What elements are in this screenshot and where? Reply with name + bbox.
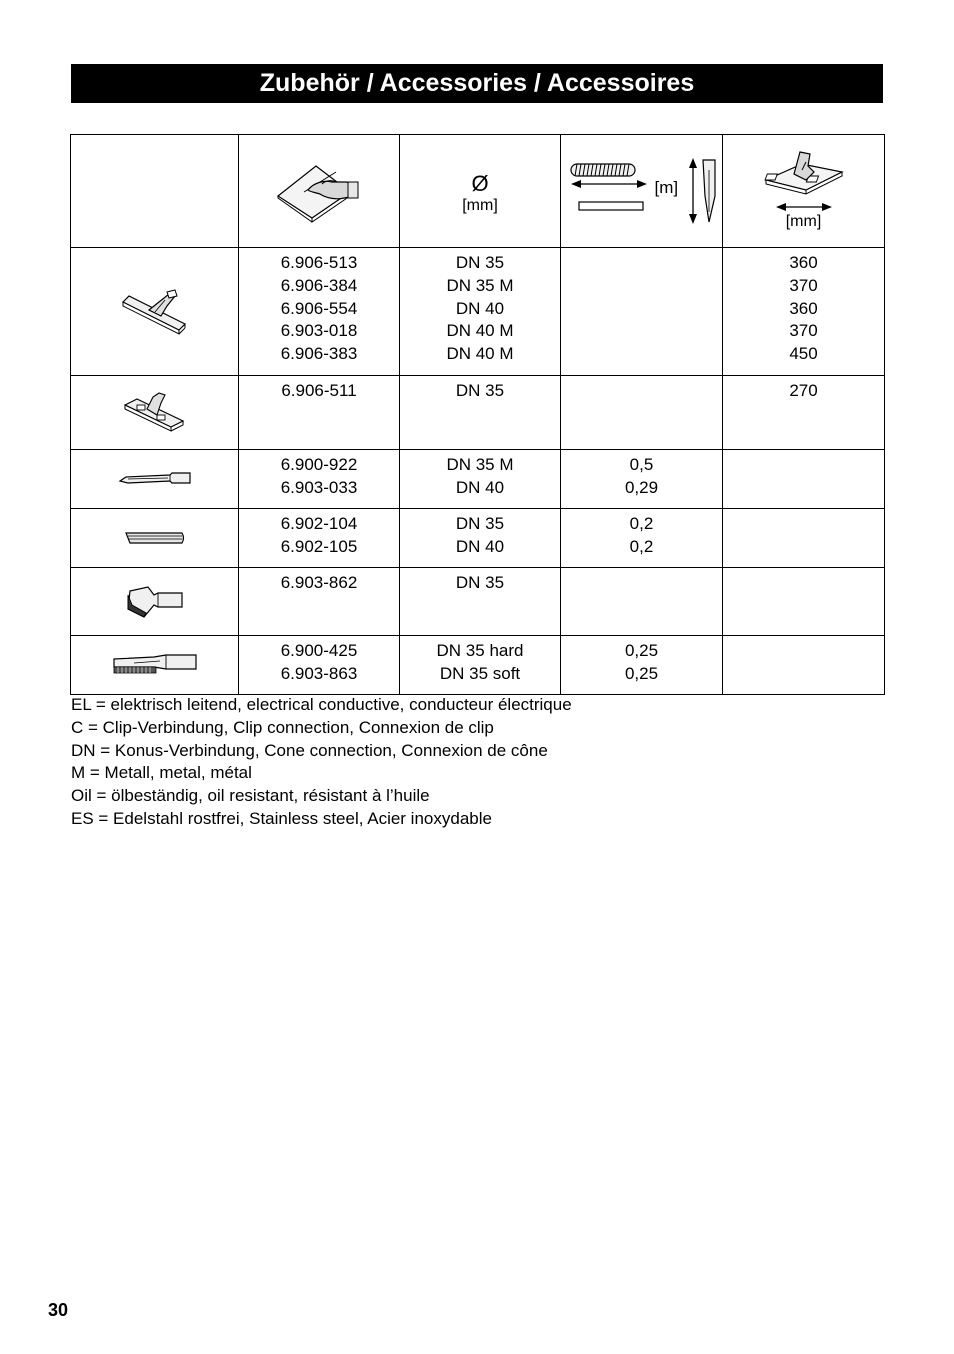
table-row — [71, 509, 885, 568]
legend-item: ES = Edelstahl rostfrei, Stainless steel, Acier inoxydable — [71, 808, 492, 828]
part-number: 6.906-513 — [280, 253, 358, 272]
diameter: DN 35 M — [446, 275, 514, 295]
brush-nozzle-icon — [110, 653, 200, 677]
diameter: DN 40 — [455, 298, 505, 318]
diameter: DN 35 soft — [439, 663, 521, 683]
diameter-cell — [400, 376, 561, 450]
diameter: DN 35 hard — [436, 641, 524, 660]
width-cell — [723, 248, 885, 376]
part-number: 6.902-104 — [280, 514, 358, 533]
diameter-cell — [400, 450, 561, 509]
part-number-cell — [239, 376, 400, 450]
length: 0,2 — [629, 536, 654, 556]
diameter: DN 40 M — [446, 344, 514, 364]
length-cell — [561, 636, 723, 695]
part-number: 6.903-863 — [280, 663, 358, 683]
switchable-floor-nozzle-icon — [123, 391, 187, 435]
legend-item: Oil = ölbeständig, oil resistant, résistant à l’huile — [71, 786, 430, 806]
page-number: 30 — [48, 1300, 69, 1320]
part-number: 6.906-383 — [280, 344, 358, 364]
diameter-unit: [mm] — [462, 197, 498, 214]
part-number: 6.900-425 — [280, 641, 358, 660]
header-diameter-cell — [400, 135, 561, 248]
length-cell — [561, 509, 723, 568]
diameter-cell — [400, 568, 561, 636]
part-number: 6.903-862 — [280, 573, 358, 592]
crevice-nozzle-icon — [118, 469, 192, 489]
part-number: 6.906-511 — [281, 381, 357, 400]
diameter: DN 35 — [455, 381, 505, 400]
floor-nozzle-icon — [119, 288, 191, 336]
diameter: DN 35 M — [446, 455, 514, 474]
hose-length-icon — [567, 156, 717, 226]
width-cell — [723, 509, 885, 568]
length-cell — [561, 568, 723, 636]
part-number: 6.906-384 — [280, 275, 358, 295]
length-cell — [561, 248, 723, 376]
part-number-cell — [239, 568, 400, 636]
width-cell — [723, 450, 885, 509]
legend-item: M = Metall, metal, métal — [71, 763, 252, 783]
width-cell — [723, 636, 885, 695]
length-cell — [561, 450, 723, 509]
diameter: DN 35 — [455, 253, 505, 272]
width: 450 — [789, 344, 818, 364]
length-cell — [561, 376, 723, 450]
part-number: 6.902-105 — [280, 536, 358, 556]
diameter: DN 35 — [455, 573, 505, 592]
table-row — [71, 248, 885, 376]
suction-tube-icon — [124, 529, 186, 547]
table-row — [71, 450, 885, 509]
image-cell — [71, 450, 239, 509]
table-row — [71, 568, 885, 636]
width-cell — [723, 376, 885, 450]
part-number: 6.903-033 — [280, 477, 358, 497]
image-cell — [71, 376, 239, 450]
length-unit: [m] — [654, 178, 679, 197]
part-number-cell — [239, 248, 400, 376]
length: 0,29 — [624, 477, 659, 497]
legend-item: EL = elektrisch leitend, electrical conductive, conducteur électrique — [71, 695, 572, 714]
table-row — [71, 636, 885, 695]
part-number: 6.900-922 — [280, 455, 358, 474]
width: 370 — [789, 275, 818, 295]
diameter-cell — [400, 509, 561, 568]
image-cell — [71, 568, 239, 636]
part-number-cell — [239, 636, 400, 695]
image-cell — [71, 636, 239, 695]
diameter: DN 35 — [455, 514, 505, 533]
diameter-cell — [400, 248, 561, 376]
legend — [71, 694, 572, 831]
image-cell — [71, 509, 239, 568]
length: 0,5 — [629, 455, 654, 474]
diameter-symbol: Ø — [471, 171, 489, 196]
width: 360 — [789, 298, 818, 318]
image-cell — [71, 248, 239, 376]
upholstery-nozzle-icon — [124, 585, 186, 619]
nozzle-width-icon — [762, 150, 846, 202]
part-number-cell — [239, 509, 400, 568]
diameter: DN 40 — [455, 536, 505, 556]
width: 360 — [789, 253, 818, 272]
page-title: Zubehör / Accessories / Accessoires — [71, 64, 883, 103]
width-arrow-icon — [774, 202, 834, 212]
width: 370 — [789, 321, 818, 341]
legend-item: DN = Konus-Verbindung, Cone connection, Connexion de cône — [71, 740, 548, 760]
table-header-row — [71, 135, 885, 248]
length: 0,2 — [629, 514, 654, 533]
legend-item: C = Clip-Verbindung, Clip connection, Connexion de clip — [71, 717, 494, 737]
part-number: 6.903-018 — [280, 321, 358, 341]
hand-writing-icon — [274, 158, 364, 224]
diameter: DN 40 — [455, 477, 505, 497]
accessories-table — [70, 134, 885, 695]
diameter: DN 40 M — [446, 321, 514, 341]
width: 270 — [789, 381, 818, 400]
length: 0,25 — [624, 663, 659, 683]
table-row — [71, 376, 885, 450]
part-number-cell — [239, 450, 400, 509]
header-width-cell — [723, 135, 885, 248]
header-image-cell — [71, 135, 239, 248]
part-number: 6.906-554 — [280, 298, 358, 318]
length: 0,25 — [624, 641, 659, 660]
diameter-cell — [400, 636, 561, 695]
width-unit: [mm] — [785, 213, 822, 230]
header-part-number-cell — [239, 135, 400, 248]
width-cell — [723, 568, 885, 636]
header-length-cell — [561, 135, 723, 248]
